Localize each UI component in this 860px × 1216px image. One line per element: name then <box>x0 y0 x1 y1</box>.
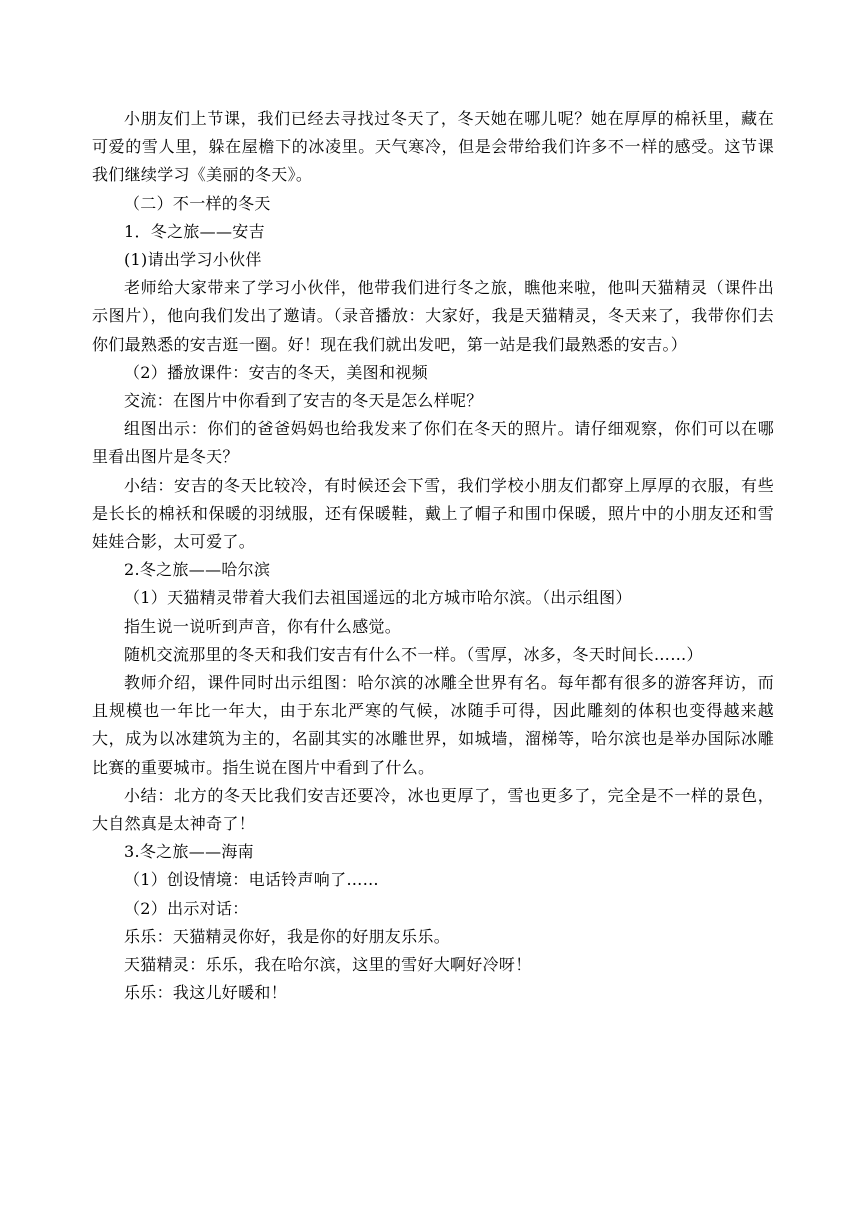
dialogue-line: 乐乐：天猫精灵你好，我是你的好朋友乐乐。 <box>124 926 451 946</box>
compare-paragraph: 随机交流那里的冬天和我们安吉有什么不一样。（雪厚，冰多，冬天时间长……） <box>124 644 703 664</box>
summary-harbin-paragraph: 小结：北方的冬天比我们安吉还要冷，冰也更厚了，雪也更多了，完全是不一样的景色，大自然真是太神奇了！ <box>92 785 774 834</box>
step-show-dialogue: （2）出示对话： <box>124 898 249 918</box>
step-harbin-intro: （1）天猫精灵带着大我们去祖国遥远的北方城市哈尔滨。（出示组图） <box>124 588 632 608</box>
section-heading-different-winter: （二）不一样的冬天 <box>124 193 271 213</box>
subheading-anji: 1．冬之旅——安吉 <box>124 221 265 241</box>
subheading-harbin: 2.冬之旅——哈尔滨 <box>124 560 271 580</box>
step-phone-ring: （1）创设情境：电话铃声响了…… <box>124 870 379 890</box>
step-play-courseware: （2）播放课件：安吉的冬天，美图和视频 <box>124 362 428 382</box>
summary-anji-paragraph: 小结：安吉的冬天比较冷，有时候还会下雪，我们学校小朋友们都穿上厚厚的衣服，有些是长长的棉袄和保暖的羽绒服，还有保暖鞋，戴上了帽子和围巾保暖，照片中的小朋友还和雪娃娃合影，太可爱了。 <box>92 475 774 552</box>
document-body <box>92 105 774 1008</box>
photo-group-paragraph: 组图出示：你们的爸爸妈妈也给我发来了你们在冬天的照片。请仔细观察，你们可以在哪里看出图片是冬天？ <box>92 419 774 467</box>
dialogue-line: 天猫精灵：乐乐，我在哈尔滨，这里的雪好大啊好冷呀！ <box>124 955 532 975</box>
teacher-intro-paragraph: 老师给大家带来了学习小伙伴，他带我们进行冬之旅，瞧他来啦，他叫天猫精灵（课件出示图片），他向我们发出了邀请。（录音播放：大家好，我是天猫精灵，冬天来了，我带你们去你们最熟悉的安吉逛一圈。好！现在我们就出发吧，第一站是我们最熟悉的安吉。） <box>92 278 774 354</box>
ice-sculpture-paragraph: 教师介绍，课件同时出示组图：哈尔滨的冰雕全世界有名。每年都有很多的游客拜访，而且规模也一年比一年大，由于东北严寒的气候，冰随手可得，因此雕刻的体积也变得越来越大，成为以冰建筑为主的，名副其实的冰雕世界，如城墙，溜梯等，哈尔滨也是举办国际冰雕比赛的重要城市。指生说在图片中看到了什么。 <box>92 673 774 777</box>
subheading-hainan: 3.冬之旅——海南 <box>124 842 254 862</box>
discussion-paragraph: 交流：在图片中你看到了安吉的冬天是怎么样呢？ <box>124 391 483 411</box>
listen-paragraph: 指生说一说听到声音，你有什么感觉。 <box>124 616 402 636</box>
dialogue-line: 乐乐：我这儿好暖和！ <box>124 983 288 1003</box>
intro-paragraph: 小朋友们上节课，我们已经去寻找过冬天了，冬天她在哪儿呢？她在厚厚的棉袄里，藏在可爱的雪人里，躲在屋檐下的冰凌里。天气寒冷，但是会带给我们许多不一样的感受。这节课我们继续学习《美丽的冬天》。 <box>92 109 774 185</box>
step-invite-partner: (1)请出学习小伙伴 <box>124 250 262 270</box>
